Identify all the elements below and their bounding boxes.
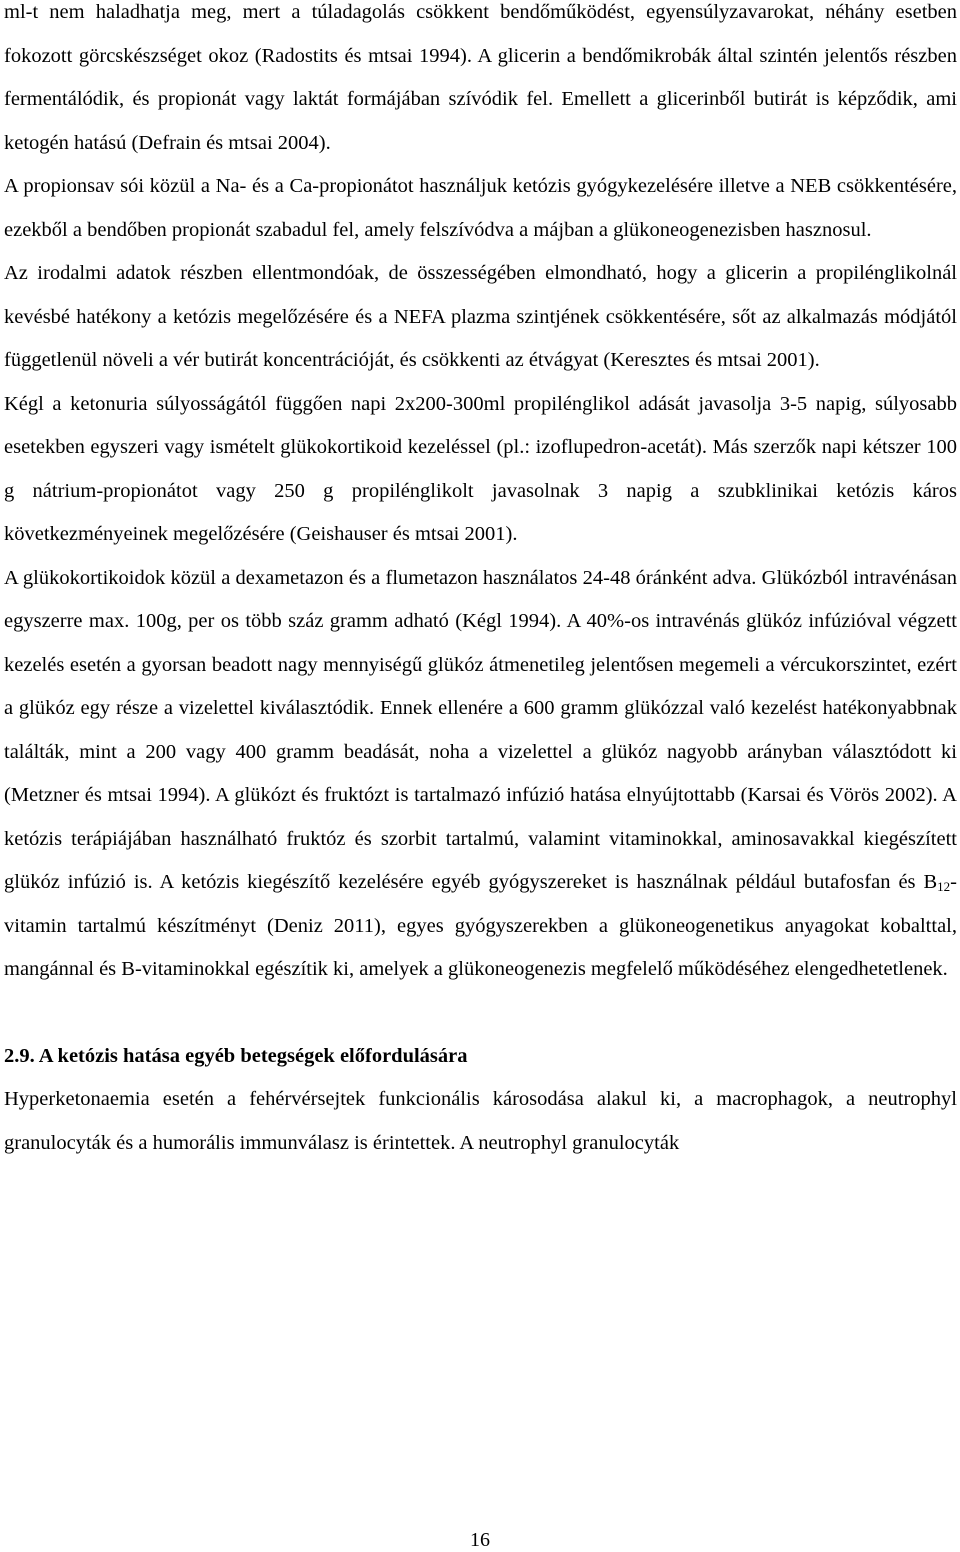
paragraph-5-text-start: A glükokortikoidok közül a dexametazon és a flumetazon használatos 24-48 óránként adva. Glükózból intravénásan egyszerre max. 100g, per os több száz gramm adható (Kégl 1994). A 40%-os intravénás glükóz infúzióval végzett kezelés esetén a gyorsan beadott nagy mennyiségű glükóz átmenetileg jelentősen megemeli a vércukorszintet, ezért a glükóz egy része a vizelettel kiválasztódik. Ennek ellenére a 600 gramm glükózzal való kezelést hatékonyabbnak találták, mint a 200 vagy 400 gramm beadását, noha a vizelettel a glükóz nagyobb arányban választódott ki (Metzner és mtsai 1994). A glükózt és fruktózt is tartalmazó infúzió hatása elnyújtottabb (Karsai és Vörös 2002). A ketózis terápiájában használható fruktóz és szorbit tartalmú, valamint vitaminokkal, aminosavakkal kiegészített glükóz infúzió is. A ketózis kiegészítő kezelésére egyéb gyógyszereket is használnak például butafosfan és B xyxy=(4,566,957,893)
section-title: A ketózis hatása egyéb betegségek előfordulására xyxy=(38,1044,468,1067)
section-number: 2.9. xyxy=(4,1044,35,1067)
paragraph-4: Kégl a ketonuria súlyosságától függően napi 2x200-300ml propilénglikol adását javasolja 3-5 napig, súlyosabb esetekben egyszeri vagy ismételt glükokortikoid kezeléssel (pl.: izoflupedron-acetát). Más szerzők napi kétszer 100 g nátrium-propionátot vagy 250 g propilénglikolt javasolnak 3 napig a szubklinikai ketózis káros következményeinek megelőzésére (Geishauser és mtsai 2001). xyxy=(4,392,957,545)
paragraph-5 xyxy=(4,557,957,992)
paragraph-1: ml-t nem haladhatja meg, mert a túladagolás csökkent bendőműködést, egyensúlyzavarokat, néhány esetben fokozott görcskészséget okoz (Radostits és mtsai 1994). A glicerin a bendőmikrobák által szintén jelentős részben fermentálódik, és propionát vagy laktát formájában szívódik fel. Emellett a glicerinből butirát is képződik, ami ketogén hatású (Defrain és mtsai 2004). xyxy=(4,1,957,154)
paragraph-5-text-end: -vitamin tartalmú készítményt (Deniz 2011), egyes gyógyszerekben a glükoneogenetikus anyagokat kobalttal, mangánnal és B-vitaminokkal egészítik ki, amelyek a glükoneogenezis megfelelő működéséhez elengedhetetlenek. xyxy=(4,871,957,980)
section-spacer xyxy=(4,992,957,1035)
vitamin-b-subscript: 12 xyxy=(937,879,951,894)
page-number: 16 xyxy=(470,1529,490,1551)
paragraph-6: Hyperketonaemia esetén a fehérvérsejtek funkcionális károsodása alakul ki, a macrophagok, a neutrophyl granulocyták és a humorális immunválasz is érintettek. A neutrophyl granulocyták xyxy=(4,1088,957,1154)
section-heading xyxy=(4,1035,957,1079)
paragraph-3: Az irodalmi adatok részben ellentmondóak, de összességében elmondható, hogy a glicerin a propilénglikolnál kevésbé hatékony a ketózis megelőzésére és a NEFA plazma szintjének csökkentésére, sőt az alkalmazás módjától függetlenül növeli a vér butirát koncentrációját, és csökkenti az étvágyat (Keresztes és mtsai 2001). xyxy=(4,262,957,371)
paragraph-2: A propionsav sói közül a Na- és a Ca-propionátot használjuk ketózis gyógykezelésére illetve a NEB csökkentésére, ezekből a bendőben propionát szabadul fel, amely felszívódva a májban a glükoneogenezisben hasznosul. xyxy=(4,175,957,241)
document-body xyxy=(4,0,957,1165)
